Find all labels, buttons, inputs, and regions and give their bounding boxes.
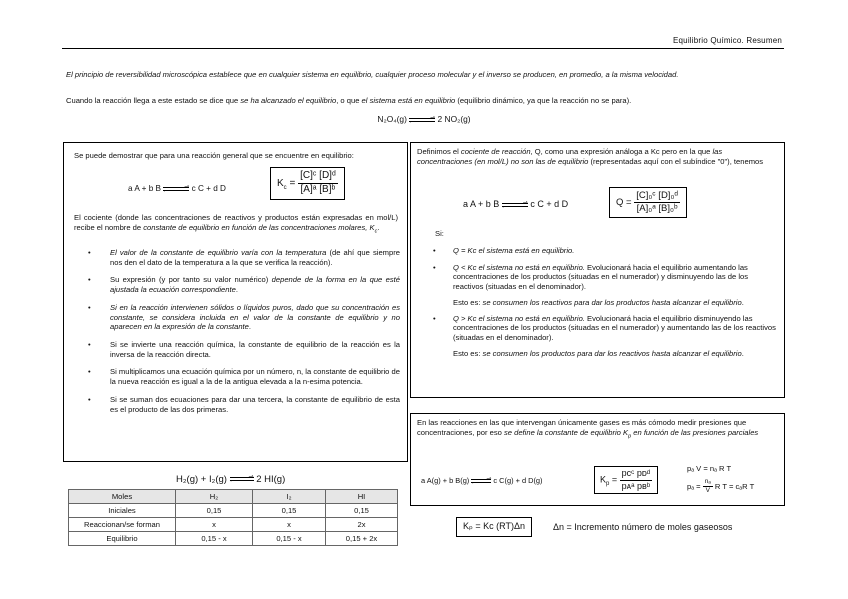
list-note (453, 349, 779, 359)
list-item (88, 367, 400, 387)
kp-reaction (421, 476, 542, 485)
kc-intro: Se puede demostrar que para una reacción general que se encuentre en equilibrio: (74, 151, 354, 160)
q-denominator: [A]₀ᵃ [B]₀ᵇ (636, 203, 678, 215)
table-cell: Equilibrio (69, 532, 176, 546)
table-cell: 0,15 (326, 504, 398, 518)
case-less: Q < Kc el sistema no está en equilibrio. (453, 262, 585, 272)
pp-num: nₐ (703, 478, 713, 487)
table-row (69, 518, 398, 532)
note-text: Esto es: (453, 297, 483, 307)
list-item (433, 262, 779, 292)
table-reaction (176, 474, 285, 486)
kc-formula: $K_c$ = $\frac{\text{[C]ᶜ [D]ᵈ}}{\text{[A]ᵃ [B]ᵇ}}$ (270, 167, 345, 200)
table-cell: 0,15 - x (253, 532, 326, 546)
pp-den: V (705, 487, 710, 495)
si-label: Si: (435, 229, 444, 238)
list-note (453, 298, 779, 308)
note-emph: se consumen los productos para dar los reactivos hasta alcanzar el equilibrio (482, 348, 742, 358)
table-cell: 2x (326, 518, 398, 532)
item-text: (de ahí que siempre nos den el dato de la temperatura a la que se verifica la reacción). (110, 248, 400, 267)
reaction-right: c C(g) + d D(g) (493, 476, 543, 485)
equation-right: 2 NO₂(g) (437, 114, 471, 124)
table-cell: 0,15 (253, 504, 326, 518)
kc-expl-sub: c (374, 228, 378, 235)
kc-numerator: [C]ᶜ [D]ᵈ (298, 170, 338, 184)
kp-denominator: pᴀᵃ pʙᵇ (621, 480, 651, 491)
intro-text: (equilibrio dinámico, ya que la reacción no se para). (455, 96, 632, 105)
q-text: , Q, como una expresión análoga a Kc pero en la que (530, 147, 713, 156)
reaction-right: c C + d D (530, 199, 569, 209)
item-text: Si se suman dos ecuaciones para dar una tercera, la constante de equilibrio de esta es el producto de las dos primeras. (110, 394, 400, 414)
column-header: HI (326, 490, 398, 504)
q-emph: cociente de reacción (460, 147, 531, 156)
intro-emph: el sistema está en equilibrio (361, 96, 456, 105)
reaction-left: H₂(g) + I₂(g) (176, 474, 227, 485)
q-formula: Q = $\frac{\text{[C]₀ᶜ [D]₀ᵈ}}{\text{[A]₀ᵃ [B]₀ᵇ}}$ (609, 187, 687, 218)
intro-paragraph-1: El principio de reversibilidad microscópica establece que en cualquier sistema en equilibrio, cualquier proceso molecular y el inverso se producen, en promedio, a la misma velocidad. (66, 70, 679, 79)
kp-kc-relation: Kₚ = Kᴄ (RT)Δn (456, 517, 532, 537)
q-cases-list (433, 246, 779, 358)
kp-text: En las reacciones en las que intervengan únicamente gases es más cómodo medir presiones que concentraciones, por eso (417, 418, 747, 437)
q-text: Definimos el (417, 147, 461, 156)
bullet-icon: • (88, 340, 91, 350)
table-cell: 0,15 - x (176, 532, 253, 546)
item-emph: depende de la forma en la que esté ajustada la ecuación correspondiente (110, 275, 400, 295)
q-reaction (463, 199, 568, 211)
equilibrium-arrow-icon: ⇀ ↽ (501, 199, 528, 210)
pp-fraction (703, 478, 713, 496)
q-text: (representadas aquí con el subíndice "0"), tenemos (588, 156, 764, 166)
table-cell: 0,15 (176, 504, 253, 518)
reaction-quotient-box (410, 142, 785, 398)
intro-paragraph-2 (66, 96, 782, 106)
equilibrium-arrow-icon: ⇀ ↽ (409, 114, 436, 125)
intro-text: , o que (336, 96, 362, 105)
kc-sub: c (283, 184, 287, 191)
bullet-icon: • (433, 313, 436, 323)
table-row (69, 504, 398, 518)
table-row (69, 532, 398, 546)
note-emph: se consumen los reactivos para dar los productos hasta alcanzar el equilibrio (482, 297, 742, 307)
reaction-left: a A + b B (128, 184, 162, 193)
kc-symbol: K (277, 177, 284, 189)
pp-left: pₐ = (687, 481, 701, 491)
bullet-icon: • (88, 367, 91, 377)
column-header: I₂ (253, 490, 326, 504)
kc-fraction (298, 170, 338, 197)
kp-emph: se define la constante de equilibrio K (503, 427, 629, 437)
list-item (88, 248, 400, 267)
equilibrium-arrow-icon: ⇀ ↽ (229, 474, 254, 485)
partial-pressure-formula (687, 478, 754, 496)
table-cell: x (253, 518, 326, 532)
q-numerator: [C]₀ᶜ [D]₀ᵈ (634, 190, 680, 203)
equation-left: N₂O₄(g) (377, 114, 407, 124)
intro-text: Cuando la reacción llega a este estado se dice que (66, 96, 241, 105)
item-text: Si multiplicamos una ecuación química por un número, n, la constante de equilibrio de la nueva reacción es igual a la de la antigua elevada a la n-esima potencia. (110, 367, 400, 387)
case-equal: Q = Kc el sistema está en equilibrio. (453, 246, 575, 255)
kp-definition-box (410, 413, 785, 506)
column-header: Moles (69, 490, 176, 504)
reaction-left: a A + b B (463, 199, 500, 209)
list-item (433, 313, 779, 343)
table-cell: 0,15 + 2x (326, 532, 398, 546)
column-header: H₂ (176, 490, 253, 504)
list-item (433, 246, 779, 256)
header-rule (62, 48, 784, 49)
equilibrium-table (68, 489, 398, 546)
list-item (88, 340, 400, 359)
kp-intro (417, 418, 779, 440)
ideal-gas-law: pₐ V = nₐ R T (687, 464, 732, 473)
table-cell: x (176, 518, 253, 532)
bullet-icon: • (88, 275, 91, 285)
kc-expl-emph: constante de equilibrio en función de las concentraciones molares, K (143, 222, 375, 232)
reaction-left: a A(g) + b B(g) (421, 476, 470, 485)
case-less-text: Evolucionará hacia el equilibrio aumentando las concentraciones de los productos (situadas en el numerador) y disminuyendo las de los reactivos (situadas en el denominador). (453, 262, 749, 292)
table-header-row (69, 490, 398, 504)
list-item (88, 302, 400, 332)
kp-fraction (620, 468, 653, 492)
case-greater-text: Evolucionará hacia el equilibrio disminuyendo las concentraciones de los productos (situadas en el numerador) y aumentando las de los reactivos (situadas en el denominador). (453, 313, 776, 343)
kp-numerator: pᴄᶜ pᴅᵈ (620, 468, 653, 481)
note-dot: . (741, 297, 744, 307)
pp-right: R T = cₐR T (714, 481, 755, 491)
delta-n-description: Δn = Incremento número de moles gaseosos (553, 522, 733, 532)
intro-emph: se ha alcanzado el equilibrio (240, 96, 337, 105)
q-emph: las concentraciones (en mol/L) no son las de equilibrio (417, 147, 723, 166)
list-item (88, 275, 400, 295)
case-greater: Q > Kc el sistema no está en equilibrio. (453, 313, 585, 323)
equilibrium-arrow-icon: ⇀ ↽ (471, 476, 492, 487)
kp-symbol: K (600, 474, 607, 485)
general-reaction (128, 184, 226, 195)
note-dot: . (741, 348, 744, 358)
kp-sub: p (628, 433, 632, 440)
kc-denominator: [A]ᵃ [B]ᵇ (300, 183, 336, 195)
note-text: Esto es: (453, 348, 483, 358)
table-cell: Iniciales (69, 504, 176, 518)
item-text: Su expresión (y por tanto su valor numérico) (110, 275, 272, 285)
list-item (88, 394, 400, 414)
kp-emph: en función de las presiones parciales (631, 427, 759, 437)
kp-formula: $K_p$ = $\frac{\text{pᴄᶜ pᴅᵈ}}{\text{pᴀᵃ pʙᵇ}}$ (594, 466, 658, 494)
item-text: . (235, 285, 238, 295)
equilibrium-arrow-icon: ⇀ ↽ (163, 183, 190, 194)
kc-expl-end: . (377, 222, 380, 232)
bullet-icon: • (88, 394, 91, 404)
bullet-icon: • (433, 246, 436, 255)
q-definition (417, 147, 777, 166)
kc-explanation (74, 213, 398, 235)
example-equation (0, 114, 848, 125)
kp-symbol-sub: p (606, 481, 610, 488)
kc-expl-text: El cociente (donde las concentraciones de reactivos y productos están expresadas en mol/L) recibe el nombre de (74, 213, 398, 232)
item-emph: El valor de la constante de equilibrio varía con la temperatura (110, 248, 327, 257)
kc-properties-list (88, 248, 400, 414)
reaction-right: 2 HI(g) (256, 474, 286, 485)
q-fraction (634, 190, 680, 215)
document-header: Equilibrio Químico. Resumen (673, 36, 782, 45)
bullet-icon: • (433, 262, 436, 272)
kc-definition-box (63, 142, 408, 462)
item-text: . (248, 322, 252, 332)
item-text: Si se invierte una reacción química, la constante de equilibrio de la reacción es la inversa de la reacción directa. (110, 340, 400, 359)
item-emph: Si en la reacción intervienen sólidos o líquidos puros, dado que su concentración es constante, se considera incluida en el valor de la constante de equilibrio y no aparecen en la expresión de la constante (110, 302, 400, 332)
q-symbol: Q (616, 197, 624, 209)
bullet-icon: • (88, 302, 91, 312)
reaction-right: c C + d D (191, 184, 226, 193)
table-cell: Reaccionan/se forman (69, 518, 176, 532)
bullet-icon: • (88, 248, 91, 257)
